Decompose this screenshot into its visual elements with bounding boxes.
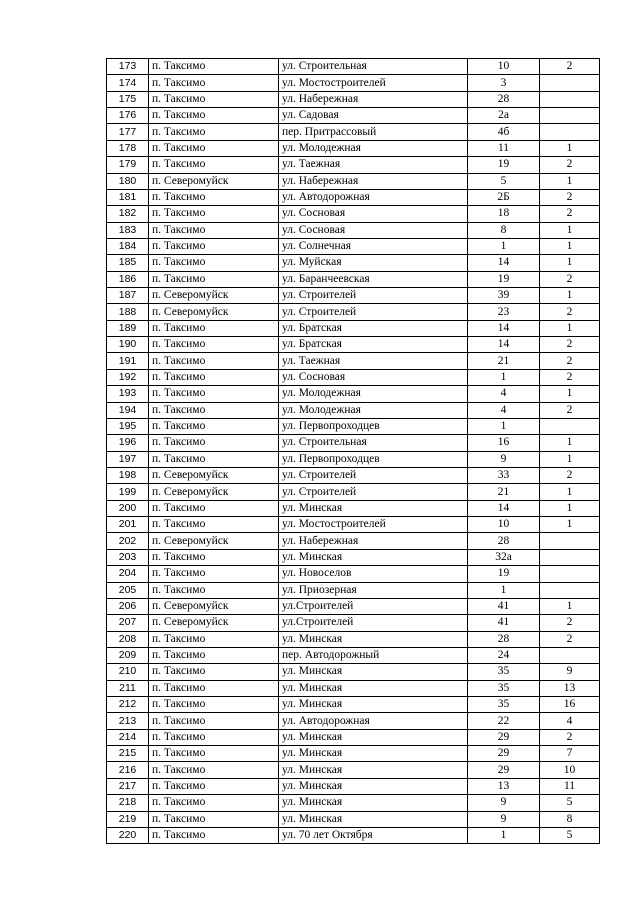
settlement-cell: п. Таксимо — [149, 157, 279, 173]
settlement-cell: п. Северомуйск — [149, 304, 279, 320]
row-number-cell: 181 — [107, 189, 149, 205]
apartment-number-cell: 16 — [540, 697, 600, 713]
house-number-cell: 10 — [468, 517, 540, 533]
row-number-cell: 217 — [107, 778, 149, 794]
street-cell: ул. Первопроходцев — [279, 418, 468, 434]
table-row — [107, 353, 600, 369]
table-row — [107, 451, 600, 467]
house-number-cell: 1 — [468, 582, 540, 598]
settlement-cell: п. Таксимо — [149, 255, 279, 271]
street-cell: ул. Муйская — [279, 255, 468, 271]
settlement-cell: п. Таксимо — [149, 500, 279, 516]
table-row — [107, 140, 600, 156]
street-cell: ул. Молодежная — [279, 386, 468, 402]
street-cell: ул. Приозерная — [279, 582, 468, 598]
house-number-cell: 16 — [468, 435, 540, 451]
row-number-cell: 220 — [107, 827, 149, 843]
house-number-cell: 35 — [468, 680, 540, 696]
settlement-cell: п. Северомуйск — [149, 173, 279, 189]
apartment-number-cell: 2 — [540, 189, 600, 205]
settlement-cell: п. Таксимо — [149, 517, 279, 533]
apartment-number-cell: 1 — [540, 222, 600, 238]
settlement-cell: п. Таксимо — [149, 222, 279, 238]
apartment-number-cell: 2 — [540, 729, 600, 745]
apartment-number-cell: 5 — [540, 827, 600, 843]
street-cell: ул. Братская — [279, 320, 468, 336]
settlement-cell: п. Северомуйск — [149, 484, 279, 500]
apartment-number-cell — [540, 533, 600, 549]
street-cell: ул. Автодорожная — [279, 189, 468, 205]
apartment-number-cell: 1 — [540, 288, 600, 304]
table-row — [107, 124, 600, 140]
table-row — [107, 75, 600, 91]
table-row — [107, 811, 600, 827]
apartment-number-cell: 11 — [540, 778, 600, 794]
row-number-cell: 203 — [107, 549, 149, 565]
row-number-cell: 177 — [107, 124, 149, 140]
apartment-number-cell: 2 — [540, 369, 600, 385]
table-row — [107, 271, 600, 287]
street-cell: ул. Набережная — [279, 533, 468, 549]
house-number-cell: 11 — [468, 140, 540, 156]
row-number-cell: 215 — [107, 746, 149, 762]
settlement-cell: п. Таксимо — [149, 713, 279, 729]
row-number-cell: 185 — [107, 255, 149, 271]
settlement-cell: п. Таксимо — [149, 271, 279, 287]
table-row — [107, 189, 600, 205]
table-row — [107, 369, 600, 385]
settlement-cell: п. Таксимо — [149, 189, 279, 205]
row-number-cell: 192 — [107, 369, 149, 385]
table-row — [107, 484, 600, 500]
house-number-cell: 4 — [468, 386, 540, 402]
settlement-cell: п. Северомуйск — [149, 533, 279, 549]
settlement-cell: п. Таксимо — [149, 108, 279, 124]
street-cell: ул. Набережная — [279, 91, 468, 107]
row-number-cell: 195 — [107, 418, 149, 434]
apartment-number-cell — [540, 549, 600, 565]
table-row — [107, 778, 600, 794]
street-cell: ул. Строителей — [279, 304, 468, 320]
street-cell: ул. Минская — [279, 664, 468, 680]
house-number-cell: 29 — [468, 762, 540, 778]
house-number-cell: 28 — [468, 631, 540, 647]
house-number-cell: 28 — [468, 91, 540, 107]
table-row — [107, 500, 600, 516]
street-cell: ул. Строителей — [279, 484, 468, 500]
apartment-number-cell: 1 — [540, 451, 600, 467]
row-number-cell: 175 — [107, 91, 149, 107]
street-cell: ул. Минская — [279, 549, 468, 565]
table-row — [107, 418, 600, 434]
street-cell: ул. Минская — [279, 811, 468, 827]
house-number-cell: 29 — [468, 746, 540, 762]
row-number-cell: 207 — [107, 615, 149, 631]
apartment-number-cell: 1 — [540, 255, 600, 271]
table-row — [107, 762, 600, 778]
apartment-number-cell: 1 — [540, 386, 600, 402]
settlement-cell: п. Таксимо — [149, 778, 279, 794]
row-number-cell: 184 — [107, 238, 149, 254]
street-cell: ул. Минская — [279, 500, 468, 516]
table-row — [107, 697, 600, 713]
settlement-cell: п. Таксимо — [149, 729, 279, 745]
settlement-cell: п. Северомуйск — [149, 288, 279, 304]
settlement-cell: п. Таксимо — [149, 664, 279, 680]
house-number-cell: 41 — [468, 598, 540, 614]
row-number-cell: 209 — [107, 647, 149, 663]
settlement-cell: п. Таксимо — [149, 762, 279, 778]
street-cell: ул. Сосновая — [279, 222, 468, 238]
house-number-cell: 2Б — [468, 189, 540, 205]
table-row — [107, 647, 600, 663]
apartment-number-cell: 2 — [540, 467, 600, 483]
settlement-cell: п. Таксимо — [149, 746, 279, 762]
street-cell: ул. 70 лет Октября — [279, 827, 468, 843]
house-number-cell: 24 — [468, 647, 540, 663]
house-number-cell: 41 — [468, 615, 540, 631]
table-row — [107, 746, 600, 762]
street-cell: ул. Садовая — [279, 108, 468, 124]
row-number-cell: 176 — [107, 108, 149, 124]
table-row — [107, 582, 600, 598]
house-number-cell: 19 — [468, 566, 540, 582]
row-number-cell: 211 — [107, 680, 149, 696]
row-number-cell: 219 — [107, 811, 149, 827]
table-row — [107, 631, 600, 647]
street-cell: ул.Строителей — [279, 598, 468, 614]
apartment-number-cell: 2 — [540, 157, 600, 173]
settlement-cell: п. Таксимо — [149, 680, 279, 696]
table-row — [107, 566, 600, 582]
settlement-cell: п. Таксимо — [149, 140, 279, 156]
settlement-cell: п. Таксимо — [149, 353, 279, 369]
row-number-cell: 200 — [107, 500, 149, 516]
settlement-cell: п. Таксимо — [149, 369, 279, 385]
house-number-cell: 19 — [468, 271, 540, 287]
apartment-number-cell: 2 — [540, 206, 600, 222]
house-number-cell: 18 — [468, 206, 540, 222]
house-number-cell: 35 — [468, 697, 540, 713]
row-number-cell: 218 — [107, 795, 149, 811]
street-cell: ул. Строителей — [279, 467, 468, 483]
table-row — [107, 795, 600, 811]
house-number-cell: 29 — [468, 729, 540, 745]
street-cell: ул. Минская — [279, 795, 468, 811]
table-row — [107, 680, 600, 696]
row-number-cell: 190 — [107, 337, 149, 353]
table-row — [107, 615, 600, 631]
row-number-cell: 208 — [107, 631, 149, 647]
table-row — [107, 108, 600, 124]
street-cell: пер. Притрассовый — [279, 124, 468, 140]
row-number-cell: 202 — [107, 533, 149, 549]
house-number-cell: 19 — [468, 157, 540, 173]
table-row — [107, 320, 600, 336]
row-number-cell: 179 — [107, 157, 149, 173]
apartment-number-cell: 2 — [540, 59, 600, 75]
settlement-cell: п. Таксимо — [149, 206, 279, 222]
street-cell: ул. Молодежная — [279, 140, 468, 156]
row-number-cell: 213 — [107, 713, 149, 729]
row-number-cell: 188 — [107, 304, 149, 320]
row-number-cell: 178 — [107, 140, 149, 156]
row-number-cell: 182 — [107, 206, 149, 222]
settlement-cell: п. Таксимо — [149, 795, 279, 811]
house-number-cell: 32а — [468, 549, 540, 565]
apartment-number-cell — [540, 582, 600, 598]
house-number-cell: 2а — [468, 108, 540, 124]
apartment-number-cell: 10 — [540, 762, 600, 778]
apartment-number-cell — [540, 75, 600, 91]
table-row — [107, 533, 600, 549]
street-cell: ул. Минская — [279, 762, 468, 778]
house-number-cell: 1 — [468, 238, 540, 254]
row-number-cell: 198 — [107, 467, 149, 483]
street-cell: ул. Строителей — [279, 288, 468, 304]
apartment-number-cell: 8 — [540, 811, 600, 827]
street-cell: ул. Строительная — [279, 59, 468, 75]
settlement-cell: п. Таксимо — [149, 59, 279, 75]
table-row — [107, 713, 600, 729]
house-number-cell: 13 — [468, 778, 540, 794]
street-cell: ул. Таежная — [279, 353, 468, 369]
settlement-cell: п. Таксимо — [149, 811, 279, 827]
apartment-number-cell: 2 — [540, 271, 600, 287]
settlement-cell: п. Таксимо — [149, 566, 279, 582]
house-number-cell: 39 — [468, 288, 540, 304]
apartment-number-cell — [540, 91, 600, 107]
house-number-cell: 9 — [468, 451, 540, 467]
house-number-cell: 8 — [468, 222, 540, 238]
row-number-cell: 193 — [107, 386, 149, 402]
house-number-cell: 1 — [468, 827, 540, 843]
apartment-number-cell: 13 — [540, 680, 600, 696]
apartment-number-cell: 1 — [540, 484, 600, 500]
settlement-cell: п. Таксимо — [149, 386, 279, 402]
house-number-cell: 14 — [468, 320, 540, 336]
table-row — [107, 304, 600, 320]
row-number-cell: 194 — [107, 402, 149, 418]
street-cell: пер. Автодорожный — [279, 647, 468, 663]
row-number-cell: 180 — [107, 173, 149, 189]
table-row — [107, 222, 600, 238]
house-number-cell: 14 — [468, 337, 540, 353]
apartment-number-cell: 2 — [540, 631, 600, 647]
row-number-cell: 204 — [107, 566, 149, 582]
street-cell: ул. Молодежная — [279, 402, 468, 418]
street-cell: ул. Баранчеевская — [279, 271, 468, 287]
street-cell: ул.Строителей — [279, 615, 468, 631]
apartment-number-cell: 1 — [540, 517, 600, 533]
house-number-cell: 3 — [468, 75, 540, 91]
street-cell: ул. Набережная — [279, 173, 468, 189]
street-cell: ул. Минская — [279, 680, 468, 696]
apartment-number-cell: 7 — [540, 746, 600, 762]
settlement-cell: п. Северомуйск — [149, 598, 279, 614]
apartment-number-cell: 1 — [540, 598, 600, 614]
apartment-number-cell: 2 — [540, 615, 600, 631]
table-row — [107, 255, 600, 271]
settlement-cell: п. Таксимо — [149, 320, 279, 336]
table-row — [107, 173, 600, 189]
row-number-cell: 189 — [107, 320, 149, 336]
table-row — [107, 598, 600, 614]
house-number-cell: 5 — [468, 173, 540, 189]
table-row — [107, 729, 600, 745]
apartment-number-cell: 1 — [540, 140, 600, 156]
table-row — [107, 827, 600, 843]
table-row — [107, 337, 600, 353]
apartment-number-cell: 2 — [540, 304, 600, 320]
row-number-cell: 212 — [107, 697, 149, 713]
street-cell: ул. Новоселов — [279, 566, 468, 582]
row-number-cell: 191 — [107, 353, 149, 369]
table-row — [107, 435, 600, 451]
row-number-cell: 214 — [107, 729, 149, 745]
settlement-cell: п. Таксимо — [149, 697, 279, 713]
house-number-cell: 10 — [468, 59, 540, 75]
apartment-number-cell — [540, 647, 600, 663]
house-number-cell: 1 — [468, 418, 540, 434]
house-number-cell: 21 — [468, 484, 540, 500]
apartment-number-cell — [540, 108, 600, 124]
house-number-cell: 14 — [468, 500, 540, 516]
row-number-cell: 174 — [107, 75, 149, 91]
settlement-cell: п. Таксимо — [149, 451, 279, 467]
table-row — [107, 549, 600, 565]
settlement-cell: п. Таксимо — [149, 91, 279, 107]
table-row — [107, 91, 600, 107]
row-number-cell: 173 — [107, 59, 149, 75]
apartment-number-cell: 9 — [540, 664, 600, 680]
table-row — [107, 206, 600, 222]
street-cell: ул. Минская — [279, 697, 468, 713]
house-number-cell: 23 — [468, 304, 540, 320]
apartment-number-cell: 2 — [540, 402, 600, 418]
street-cell: ул. Братская — [279, 337, 468, 353]
table-row — [107, 386, 600, 402]
apartment-number-cell: 1 — [540, 173, 600, 189]
row-number-cell: 201 — [107, 517, 149, 533]
house-number-cell: 33 — [468, 467, 540, 483]
row-number-cell: 197 — [107, 451, 149, 467]
table-row — [107, 157, 600, 173]
street-cell: ул. Таежная — [279, 157, 468, 173]
row-number-cell: 205 — [107, 582, 149, 598]
row-number-cell: 183 — [107, 222, 149, 238]
row-number-cell: 186 — [107, 271, 149, 287]
house-number-cell: 1 — [468, 369, 540, 385]
row-number-cell: 216 — [107, 762, 149, 778]
street-cell: ул. Минская — [279, 729, 468, 745]
settlement-cell: п. Таксимо — [149, 827, 279, 843]
street-cell: ул. Минская — [279, 631, 468, 647]
table-row — [107, 467, 600, 483]
settlement-cell: п. Таксимо — [149, 631, 279, 647]
row-number-cell: 206 — [107, 598, 149, 614]
table-row — [107, 59, 600, 75]
house-number-cell: 22 — [468, 713, 540, 729]
apartment-number-cell: 2 — [540, 337, 600, 353]
row-number-cell: 199 — [107, 484, 149, 500]
house-number-cell: 4 — [468, 402, 540, 418]
street-cell: ул. Мостостроителей — [279, 517, 468, 533]
apartment-number-cell: 1 — [540, 500, 600, 516]
settlement-cell: п. Северомуйск — [149, 467, 279, 483]
row-number-cell: 210 — [107, 664, 149, 680]
house-number-cell: 9 — [468, 795, 540, 811]
table-row — [107, 238, 600, 254]
house-number-cell: 9 — [468, 811, 540, 827]
settlement-cell: п. Таксимо — [149, 238, 279, 254]
house-number-cell: 28 — [468, 533, 540, 549]
settlement-cell: п. Таксимо — [149, 75, 279, 91]
apartment-number-cell: 5 — [540, 795, 600, 811]
street-cell: ул. Минская — [279, 746, 468, 762]
apartment-number-cell: 1 — [540, 435, 600, 451]
apartment-number-cell — [540, 124, 600, 140]
table-row — [107, 402, 600, 418]
settlement-cell: п. Таксимо — [149, 402, 279, 418]
street-cell: ул. Автодорожная — [279, 713, 468, 729]
row-number-cell: 196 — [107, 435, 149, 451]
apartment-number-cell: 1 — [540, 238, 600, 254]
street-cell: ул. Первопроходцев — [279, 451, 468, 467]
apartment-number-cell: 1 — [540, 320, 600, 336]
table-row — [107, 664, 600, 680]
row-number-cell: 187 — [107, 288, 149, 304]
street-cell: ул. Солнечная — [279, 238, 468, 254]
settlement-cell: п. Таксимо — [149, 337, 279, 353]
settlement-cell: п. Таксимо — [149, 418, 279, 434]
settlement-cell: п. Таксимо — [149, 435, 279, 451]
street-cell: ул. Мостостроителей — [279, 75, 468, 91]
address-table-body — [107, 59, 600, 844]
settlement-cell: п. Таксимо — [149, 582, 279, 598]
street-cell: ул. Минская — [279, 778, 468, 794]
table-row — [107, 288, 600, 304]
table-row — [107, 517, 600, 533]
settlement-cell: п. Таксимо — [149, 124, 279, 140]
settlement-cell: п. Таксимо — [149, 549, 279, 565]
apartment-number-cell — [540, 418, 600, 434]
apartment-number-cell: 4 — [540, 713, 600, 729]
house-number-cell: 21 — [468, 353, 540, 369]
apartment-number-cell — [540, 566, 600, 582]
address-table — [106, 58, 600, 844]
apartment-number-cell: 2 — [540, 353, 600, 369]
house-number-cell: 35 — [468, 664, 540, 680]
house-number-cell: 14 — [468, 255, 540, 271]
street-cell: ул. Сосновая — [279, 206, 468, 222]
house-number-cell: 4б — [468, 124, 540, 140]
settlement-cell: п. Северомуйск — [149, 615, 279, 631]
street-cell: ул. Строительная — [279, 435, 468, 451]
street-cell: ул. Сосновая — [279, 369, 468, 385]
settlement-cell: п. Таксимо — [149, 647, 279, 663]
